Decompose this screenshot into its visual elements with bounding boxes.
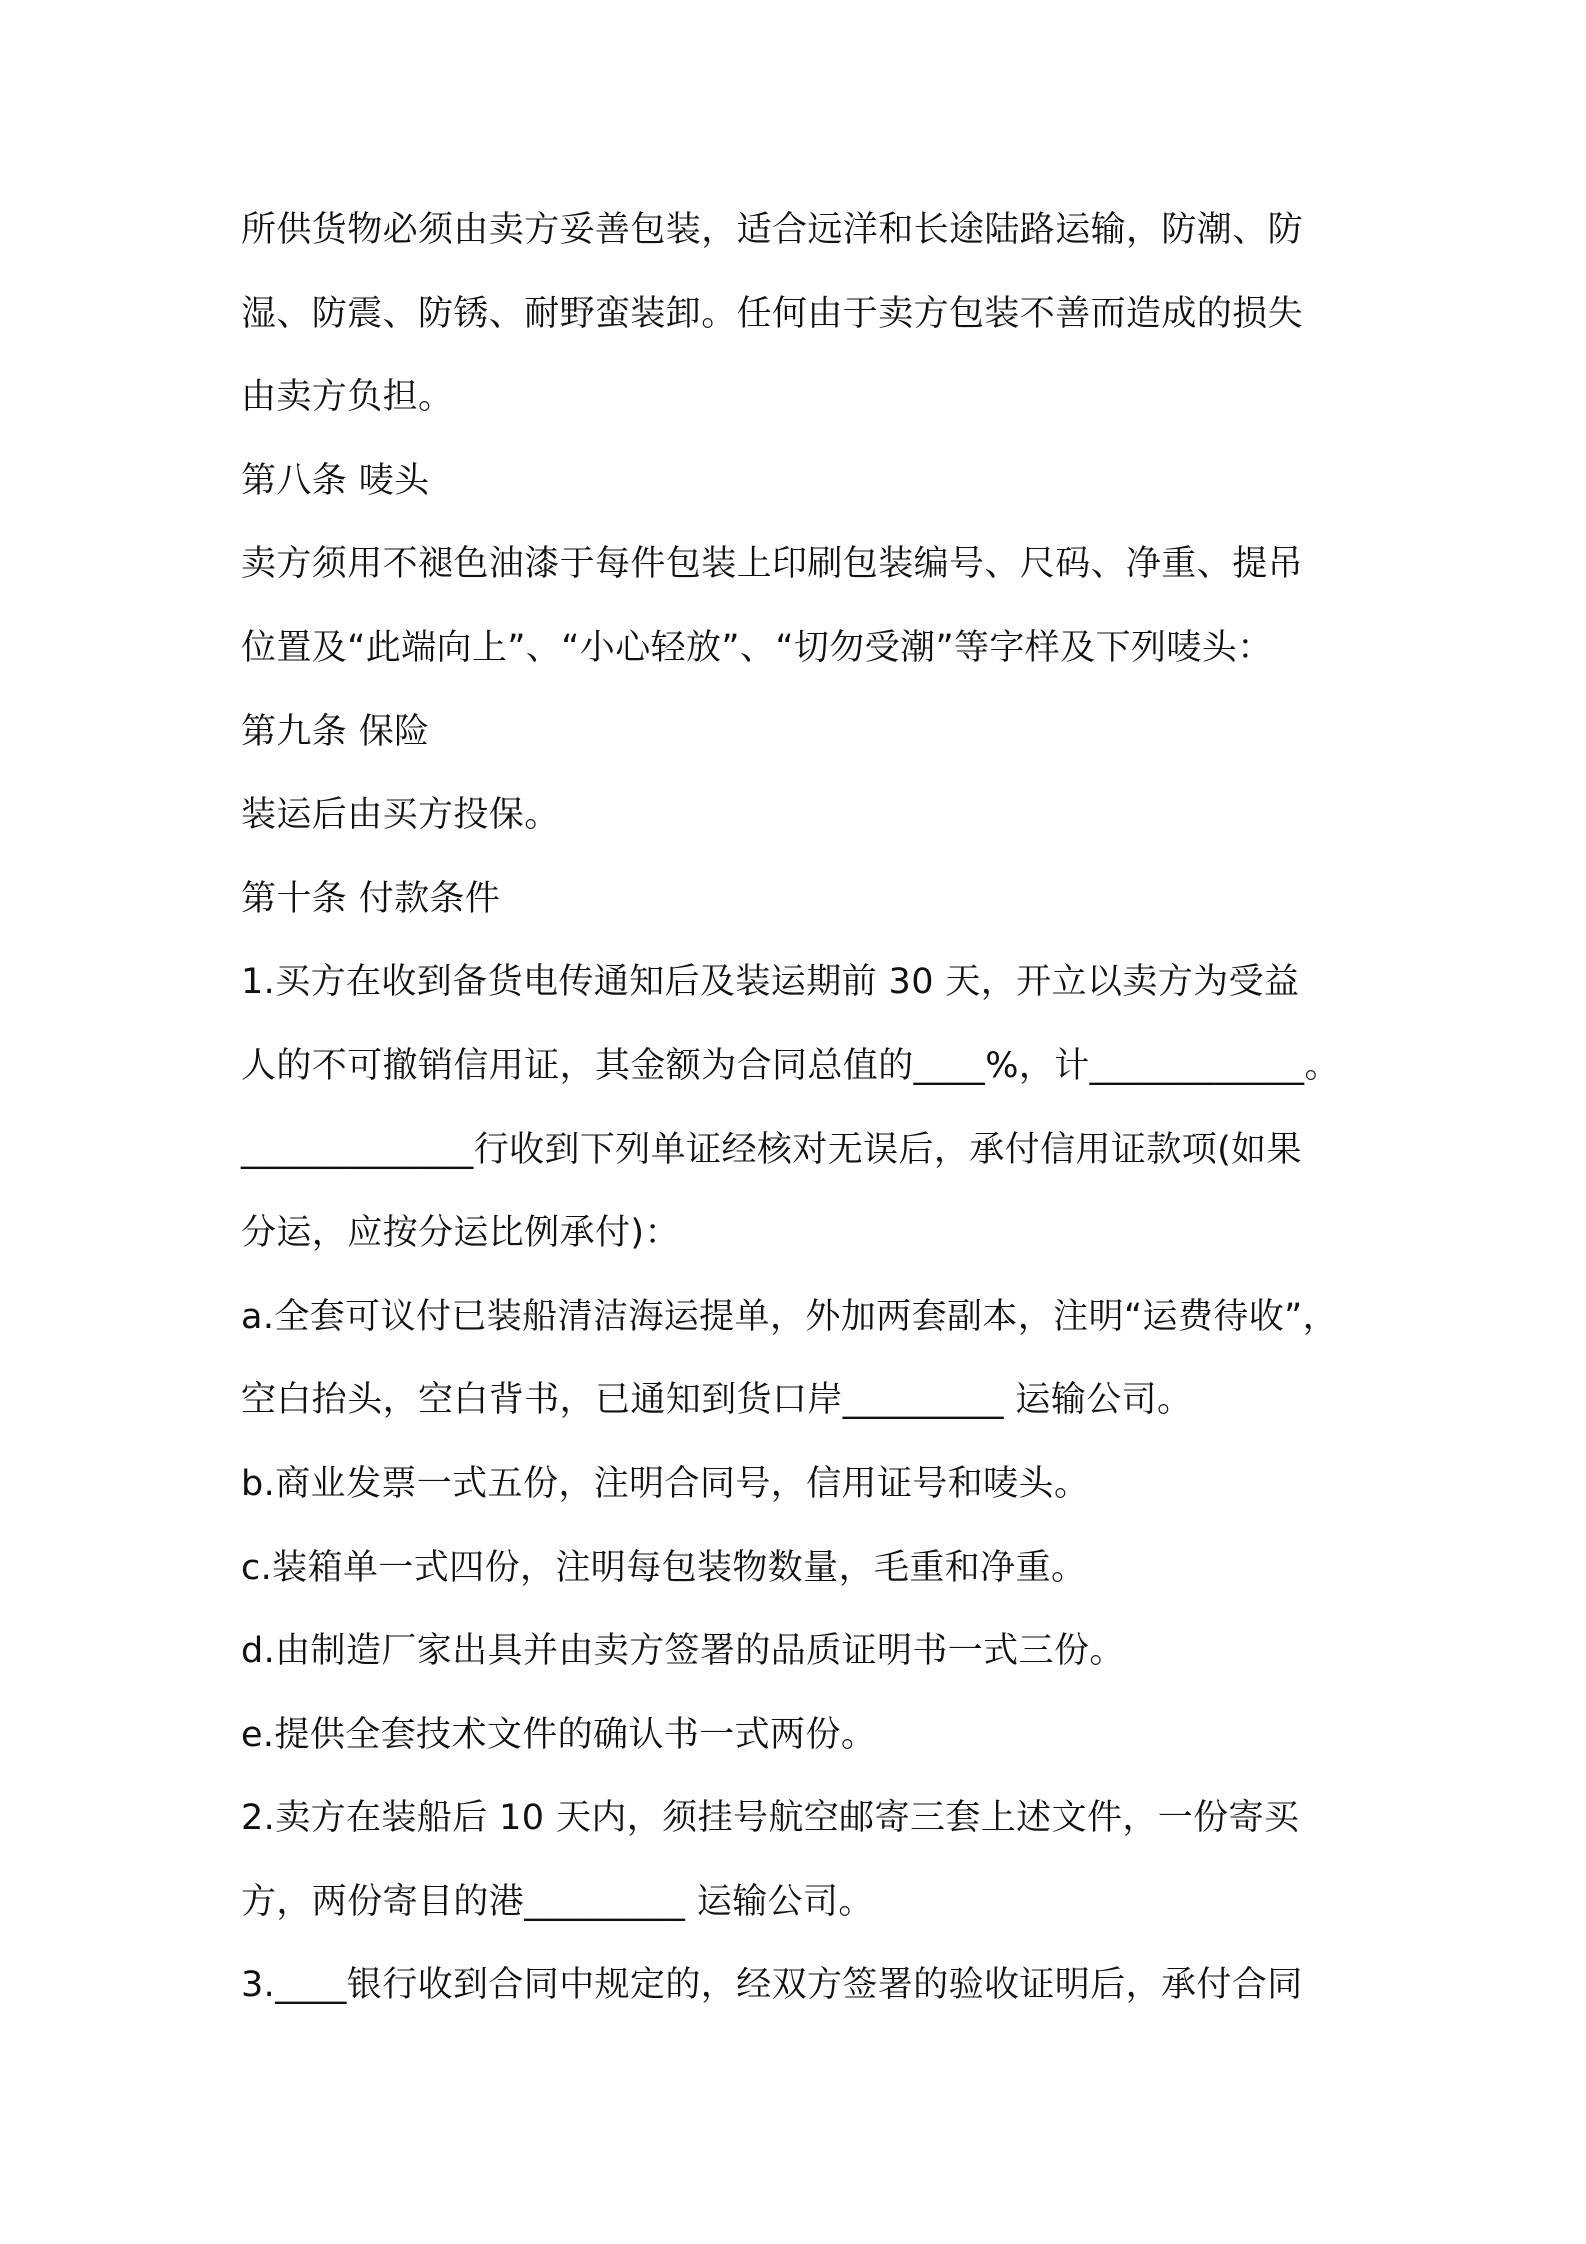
document-body [241, 198, 1361, 2037]
payment-item-1-line-2: 人的不可撤销信用证，其金额为合同总值的____%，计____________。 [241, 1045, 1340, 1086]
packing-clause-line-1: 所供货物必须由卖方妥善包装，适合远洋和长途陆路运输，防潮、防 [241, 210, 1304, 250]
document-item-c: c.装箱单一式四份，注明每包装物数量，毛重和净重。 [241, 1547, 1087, 1588]
marking-clause-line-1: 卖方须用不褪色油漆于每件包装上印刷包装编号、尺码、净重、提吊 [241, 544, 1304, 585]
insurance-clause: 装运后由买方投保。 [241, 795, 560, 836]
article-10-heading: 第十条 付款条件 [241, 878, 501, 919]
payment-item-3-line-1: 3.____银行收到合同中规定的，经双方签署的验收证明后，承付合同 [241, 1965, 1303, 2006]
payment-item-1-line-4: 分运，应按分运比例承付)： [241, 1213, 680, 1254]
document-item-e: e.提供全套技术文件的确认书一式两份。 [241, 1714, 877, 1755]
document-item-a-line-1: a.全套可议付已装船清洁海运提单，外加两套副本，注明“运费待收”， [241, 1296, 1339, 1337]
marking-clause-line-2: 位置及“此端向上”、“小心轻放”、“切勿受潮”等字样及下列唛头： [241, 627, 1273, 668]
payment-item-1-line-3: _____________行收到下列单证经核对无误后，承付信用证款项(如果 [241, 1129, 1302, 1170]
payment-item-2-line-2: 方，两份寄目的港_________ 运输公司。 [241, 1881, 874, 1922]
payment-item-2-line-1: 2.卖方在装船后 10 天内，须挂号航空邮寄三套上述文件，一份寄买 [241, 1798, 1300, 1839]
packing-clause-line-3: 由卖方负担。 [241, 377, 454, 418]
article-8-heading: 第八条 唛头 [241, 460, 430, 501]
document-item-d: d.由制造厂家出具并由卖方签署的品质证明书一式三份。 [241, 1631, 1125, 1672]
document-item-b: b.商业发票一式五份，注明合同号，信用证号和唛头。 [241, 1463, 1090, 1504]
packing-clause-line-2: 湿、防震、防锈、耐野蛮装卸。任何由于卖方包装不善而造成的损失 [241, 293, 1304, 334]
document-item-a-line-2: 空白抬头，空白背书，已通知到货口岸_________ 运输公司。 [241, 1380, 1193, 1421]
payment-item-1-line-1: 1.买方在收到备货电传通知后及装运期前 30 天，开立以卖方为受益 [241, 962, 1300, 1003]
article-9-heading: 第九条 保险 [241, 711, 430, 752]
